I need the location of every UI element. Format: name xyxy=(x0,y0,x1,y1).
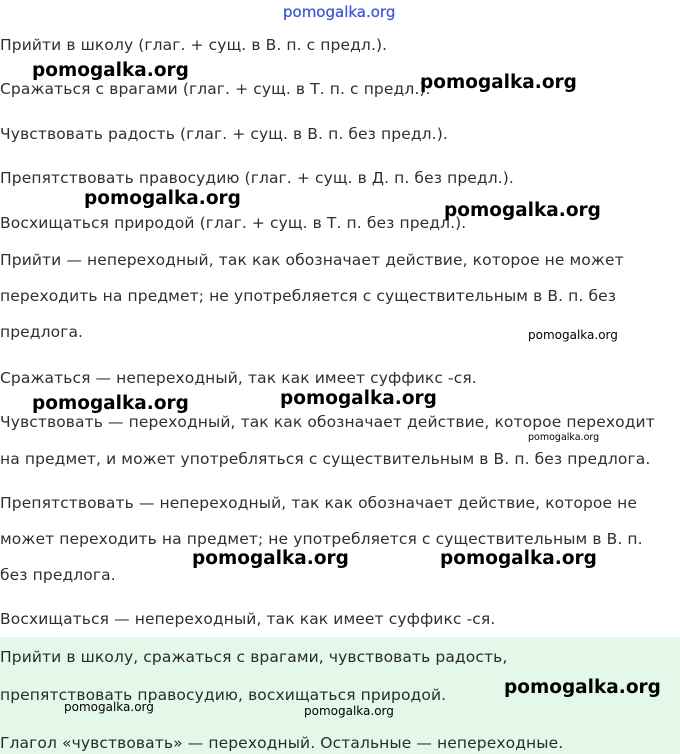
explanation-1-line-2: переходить на предмет; не употребляется с существительным в В. п. без xyxy=(0,287,617,305)
watermark: pomogalka.org xyxy=(504,677,661,698)
phrase-3: Чувствовать радость (глаг. + сущ. в В. п. без предл.). xyxy=(0,125,448,143)
phrase-4: Препятствовать правосудию (глаг. + сущ. в Д. п. без предл.). xyxy=(0,169,514,187)
watermark: pomogalka.org xyxy=(192,548,349,569)
watermark: pomogalka.org xyxy=(32,393,189,414)
explanation-3-line-1: Чувствовать — переходный, так как обозначает действие, которое переходит xyxy=(0,413,655,431)
watermark: pomogalka.org xyxy=(280,388,437,409)
watermark: pomogalka.org xyxy=(440,548,597,569)
watermark: pomogalka.org xyxy=(420,72,577,93)
watermark: pomogalka.org xyxy=(64,700,154,714)
phrase-2: Сражаться с врагами (глаг. + сущ. в Т. п. с предл.). xyxy=(0,80,431,98)
watermark: pomogalka.org xyxy=(528,328,618,342)
watermark-top: pomogalka.org xyxy=(283,3,396,21)
explanation-4-line-1: Препятствовать — непереходный, так как обозначает действие, которое не xyxy=(0,494,638,512)
watermark: pomogalka.org xyxy=(84,188,241,209)
answer-line-2: препятствовать правосудию, восхищаться природой. xyxy=(0,686,447,704)
phrase-5: Восхищаться природой (глаг. + сущ. в Т. п. без предл.). xyxy=(0,214,467,232)
answer-line-3: Глагол «чувствовать» — переходный. Остальные — непереходные. xyxy=(0,734,564,752)
explanation-4-line-3: без предлога. xyxy=(0,566,116,584)
phrase-1: Прийти в школу (глаг. + сущ. в В. п. с предл.). xyxy=(0,36,388,54)
explanation-1-line-1: Прийти — непереходный, так как обозначает действие, которое не может xyxy=(0,251,624,269)
answer-line-1: Прийти в школу, сражаться с врагами, чувствовать радость, xyxy=(0,648,508,666)
watermark: pomogalka.org xyxy=(304,704,394,718)
watermark: pomogalka.org xyxy=(528,432,600,443)
explanation-2: Сражаться — непереходный, так как имеет суффикс -ся. xyxy=(0,369,477,387)
explanation-5: Восхищаться — непереходный, так как имеет суффикс -ся. xyxy=(0,610,496,628)
explanation-3-line-2: на предмет, и может употребляться с существительным в В. п. без предлога. xyxy=(0,450,651,468)
explanation-1-line-3: предлога. xyxy=(0,323,84,341)
watermark: pomogalka.org xyxy=(444,200,601,221)
explanation-4-line-2: может переходить на предмет; не употребляется с существительным в В. п. xyxy=(0,530,643,548)
watermark: pomogalka.org xyxy=(32,60,189,81)
